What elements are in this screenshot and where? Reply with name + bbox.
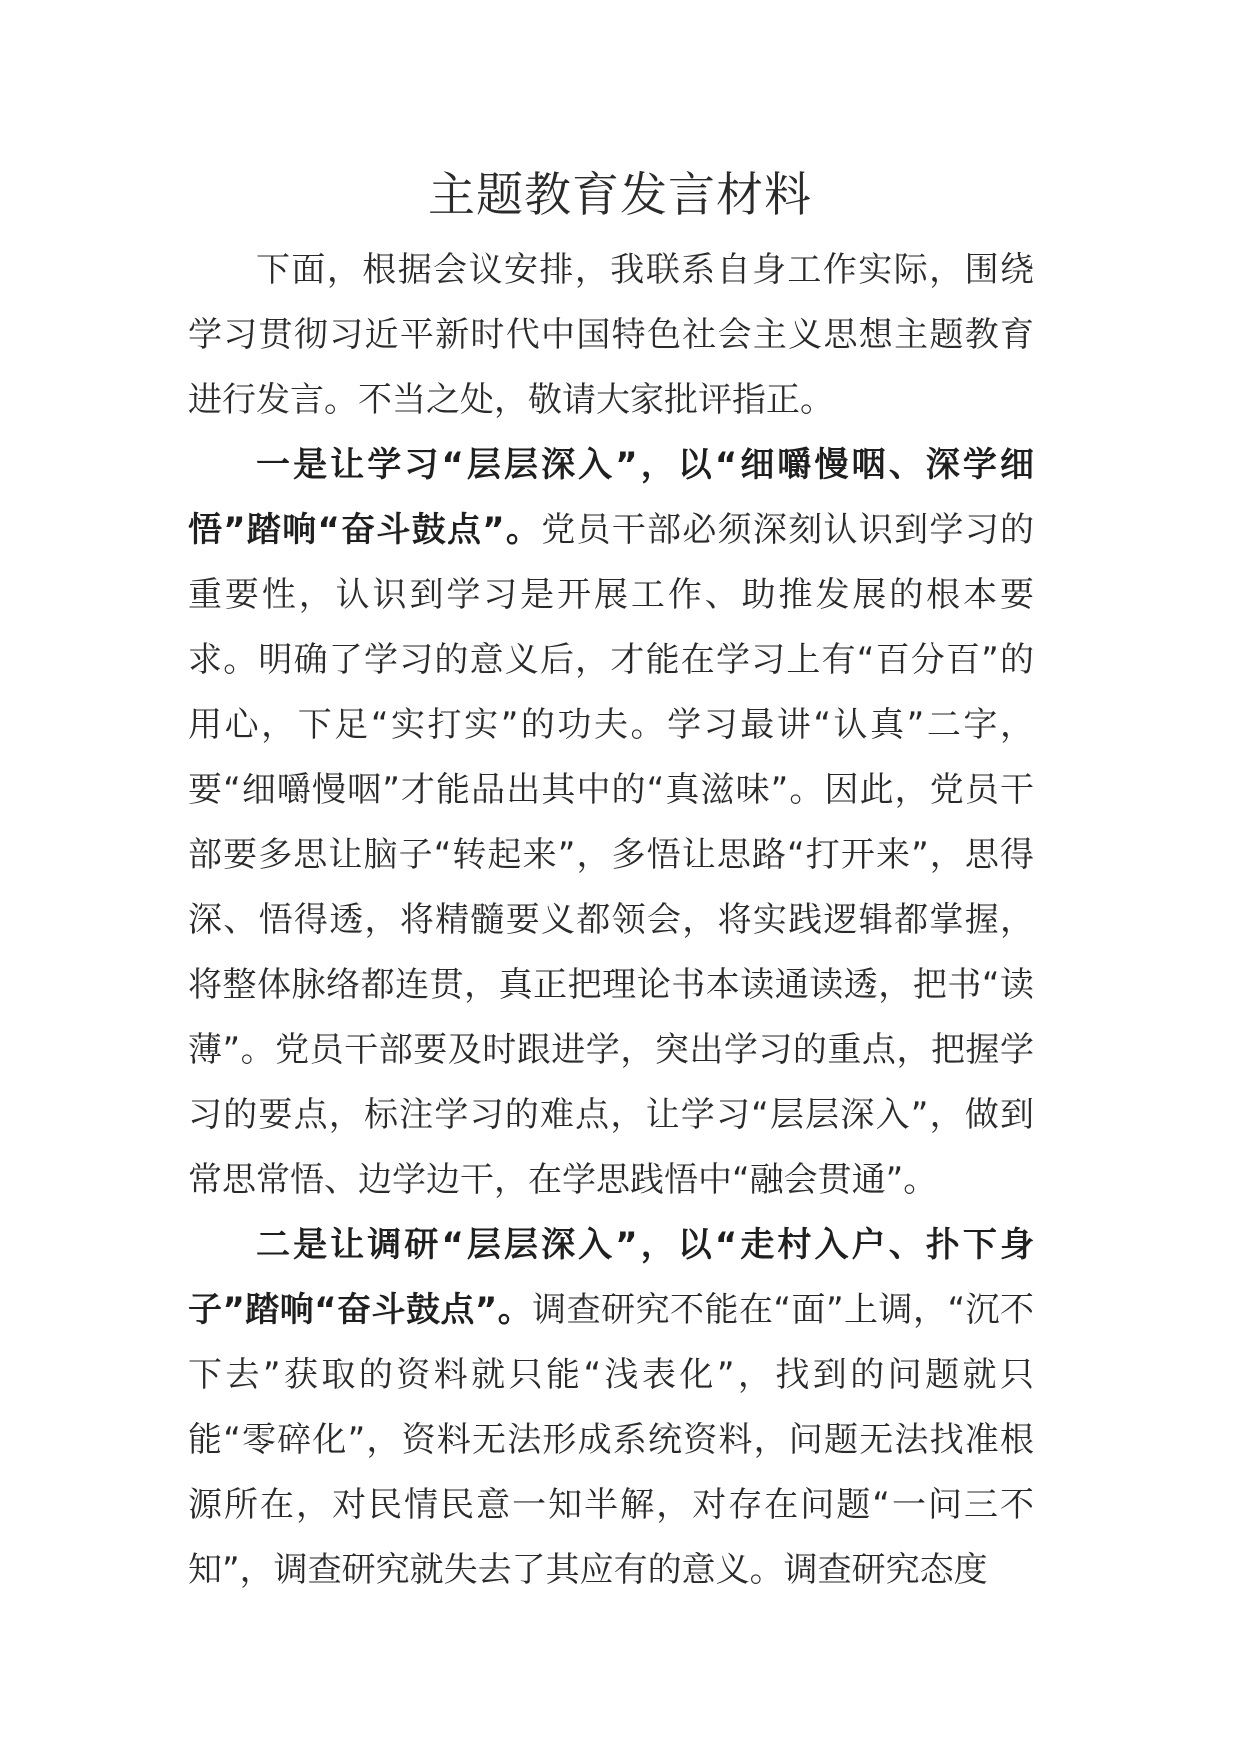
- section-2-heading: 二是让调研“层层深入”，以“走村入户、扑下身子”踏响“奋斗鼓点”。: [188, 1225, 1034, 1330]
- section-1-body: 党员干部必须深刻认识到学习的重要性，认识到学习是开展工作、助推发展的根本要求。明确了学习的意义后，才能在学习上有“百分百”的用心，下足“实打实”的功夫。学习最讲“认真”二字，要“细嚼慢咽”才能品出其中的“真滋味”。因此，党员干部要多思让脑子“转起来”，多悟让思路“打开来”，思得深、悟得透，将精髓要义都领会，将实践逻辑都掌握，将整体脉络都连贯，真正把理论书本读通读透，把书“读薄”。党员干部要及时跟进学，突出学习的重点，把握学习的要点，标注学习的难点，让学习“层层深入”，做到常思常悟、边学边干，在学思践悟中“融会贯通”。: [188, 510, 1034, 1200]
- document-body: [188, 238, 1034, 1603]
- section-2-paragraph: [188, 1213, 1034, 1603]
- intro-paragraph: 下面，根据会议安排，我联系自身工作实际，围绕学习贯彻习近平新时代中国特色社会主义思想主题教育进行发言。不当之处，敬请大家批评指正。: [188, 250, 1034, 420]
- document-title: 主题教育发言材料: [428, 168, 812, 223]
- section-1-heading: 一是让学习“层层深入”，以“细嚼慢咽、深学细悟”踏响“奋斗鼓点”。: [188, 445, 1034, 550]
- section-1-paragraph: [188, 433, 1034, 1213]
- section-2-body: 调查研究不能在“面”上调，“沉不下去”获取的资料就只能“浅表化”，找到的问题就只能“零碎化”，资料无法形成系统资料，问题无法找准根源所在，对民情民意一知半解，对存在问题“一问三不知”，调查研究就失去了其应有的意义。调查研究态度: [188, 1290, 1034, 1590]
